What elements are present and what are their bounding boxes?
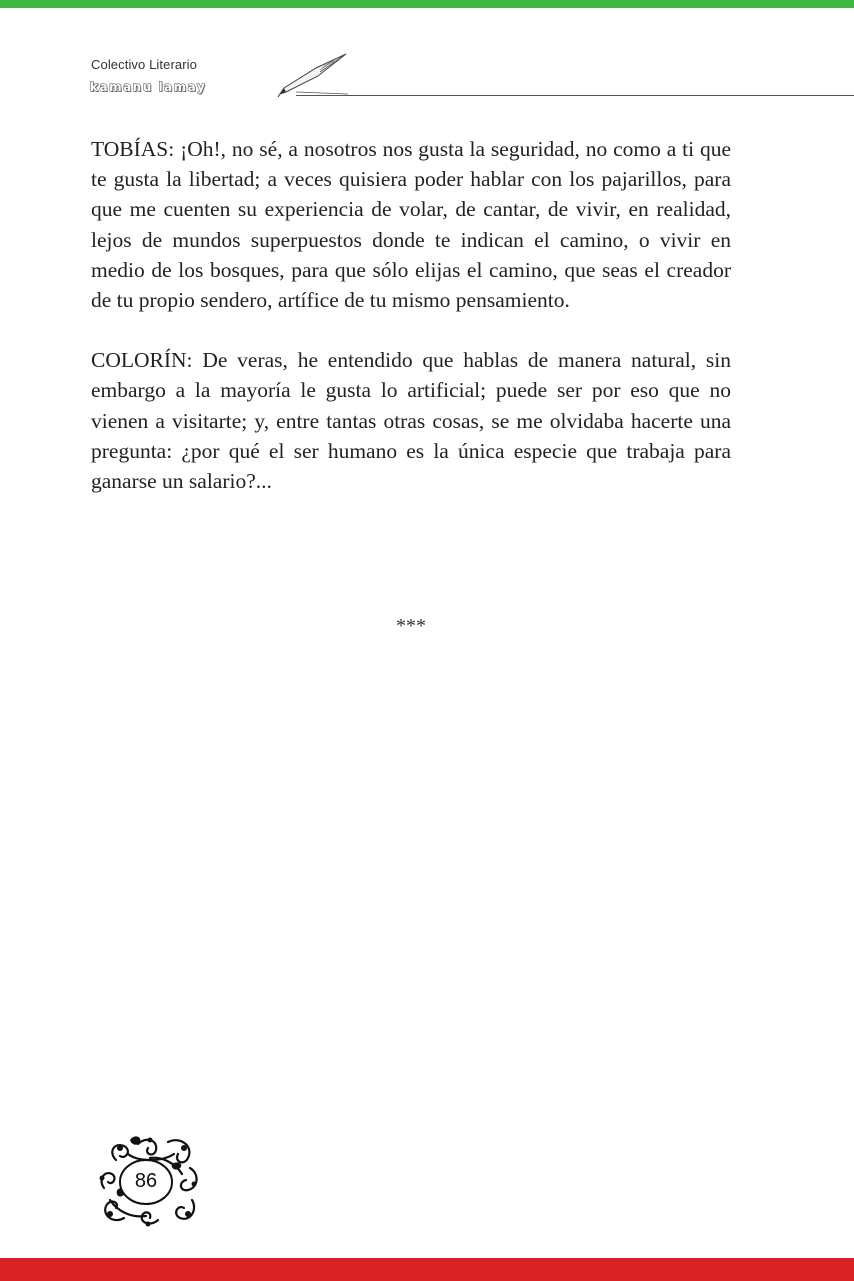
top-accent-bar xyxy=(0,0,854,8)
header-org-label: Colectivo Literario xyxy=(91,57,197,72)
header-brand-name: kamanu lamay xyxy=(90,80,207,94)
header-rule xyxy=(296,95,854,96)
fountain-pen-icon xyxy=(276,52,348,98)
paragraph-colorin: COLORÍN: De veras, he entendido que hablas de manera natural, sin embargo a la mayoría le gusta lo artificial; puede ser por eso que no vienen a visitarte; y, entre tantas otras cosas, se me olvidaba hacerte una pregunta: ¿por qué el ser humano es la única especie que trabaja para ganarse un salario?... xyxy=(91,348,731,494)
bottom-accent-bar xyxy=(0,1258,854,1281)
body-text xyxy=(91,134,731,526)
paragraph-tobias: TOBÍAS: ¡Oh!, no sé, a nosotros nos gusta la seguridad, no como a ti que te gusta la libertad; a veces quisiera poder hablar con los pajarillos, para que me cuenten su experiencia de volar, de cantar, de vivir, en realidad, lejos de mundos superpuestos donde te indican el camino, o vivir en medio de los bosques, para que sólo elijas el camino, que seas el creador de tu propio sendero, artífice de tu mismo pensamiento. xyxy=(91,137,731,313)
page-number: 86 xyxy=(134,1170,158,1192)
section-separator: *** xyxy=(396,615,426,637)
